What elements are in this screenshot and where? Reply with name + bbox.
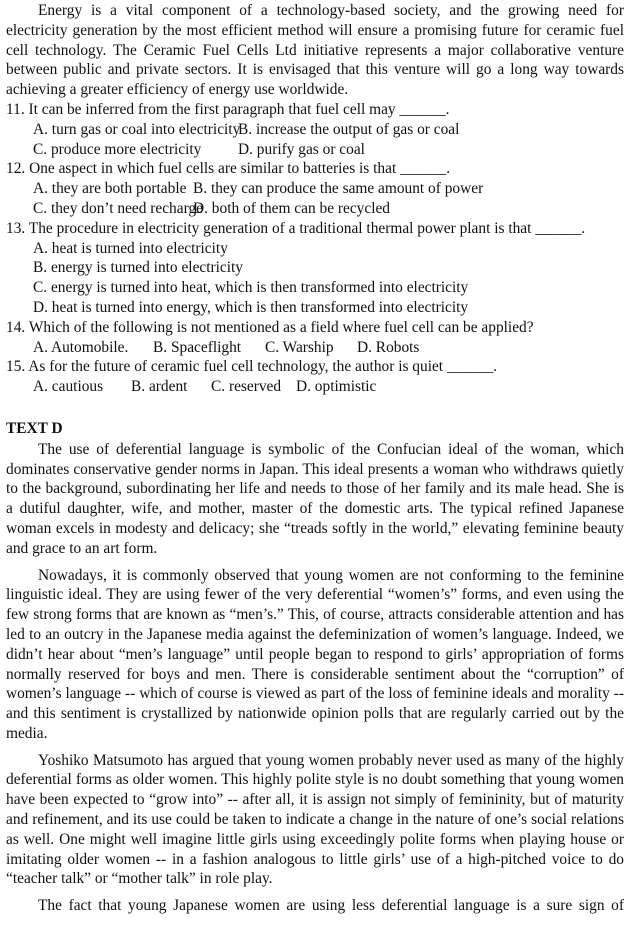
- options-row: [6, 199, 624, 219]
- question-stem: 13. The procedure in electricity generation of a traditional thermal power plant is that ______.: [6, 219, 586, 237]
- option-b[interactable]: B. increase the output of gas or coal: [238, 120, 460, 138]
- option-d[interactable]: D. heat is turned into energy, which is then transformed into electricity: [33, 298, 469, 316]
- option-c[interactable]: C. reserved: [211, 378, 282, 396]
- passage-d-paragraph-4: The fact that young Japanese women are using less deferential language is a sure sign of: [38, 897, 624, 915]
- options-row: [6, 120, 624, 140]
- question-11: [6, 100, 624, 159]
- options-row: [6, 338, 624, 358]
- option-d[interactable]: D. optimistic: [296, 378, 377, 396]
- option-c[interactable]: C. produce more electricity: [33, 140, 202, 158]
- option-a[interactable]: A. Automobile.: [33, 338, 129, 356]
- option-b[interactable]: B. energy is turned into electricity: [33, 259, 243, 277]
- question-stem: 11. It can be inferred from the first paragraph that fuel cell may ______.: [6, 100, 450, 118]
- option-b[interactable]: B. Spaceflight: [153, 338, 242, 356]
- passage-d-paragraph-1: The use of deferential language is symbolic of the Confucian ideal of the woman, which dominates conservative gender norms in Japan. This ideal presents a woman who withdraws quietly to the background, subordinating her life and needs to those of her family and its male head. She is a dutiful daughter, wife, and mother, master of the domestic arts. The typical refined Japanese woman excels in modesty and delicacy; she “treads softly in the world,” elevating feminine beauty and grace to an art form.: [6, 440, 624, 557]
- question-stem: 15. As for the future of ceramic fuel cell technology, the author is quiet ______.: [6, 358, 497, 376]
- passage-d-paragraph-2: Nowadays, it is commonly observed that young women are not conforming to the feminine linguistic ideal. They are using fewer of the very deferential “women’s” forms, and even using the few strong forms that are known as “men’s.” This, of course, attracts considerable attention and has led to an outcry in the Japanese media against the defeminization of women’s language. Indeed, we didn’t hear about “men’s language” until people began to respond to girls’ appropriation of forms normally reserved for boys and men. There is considerable sentiment about the “corruption” of women’s language -- which of course is viewed as part of the loss of feminine ideals and morality -- and this sentiment is crystallized by nationwide opinion polls that are regularly carried out by the media.: [6, 566, 624, 742]
- option-a[interactable]: A. they are both portable: [33, 180, 187, 198]
- option-a[interactable]: A. cautious: [33, 378, 104, 396]
- option-c[interactable]: C. they don’t need recharge: [33, 199, 203, 217]
- option-d[interactable]: D. Robots: [357, 338, 420, 356]
- option-a[interactable]: A. turn gas or coal into electricity: [33, 120, 241, 138]
- option-c[interactable]: C. energy is turned into heat, which is then transformed into electricity: [33, 279, 469, 297]
- option-d[interactable]: D. purify gas or coal: [238, 140, 365, 158]
- passage-d-paragraph-3: Yoshiko Matsumoto has argued that young women probably never used as many of the highly deferential forms as older women. This highly polite style is no doubt something that young women have been expected to “grow into” -- after all, it is assign not simply of femininity, but of maturity and refinement, and its use could be taken to indicate a change in the nature of one’s social relations as well. One might well imagine little girls using exceedingly polite forms when playing house or imitating older women -- in a fashion analogous to little girls’ use of a high-pitched voice to do “teacher talk” or “mother talk” in role play.: [6, 751, 624, 888]
- question-13: [6, 219, 624, 318]
- passage-c-paragraph: Energy is a vital component of a technology-based society, and the growing need for electricity generation by the most efficient method will ensure a promising future for ceramic fuel cell technology. The Ceramic Fuel Cells Ltd initiative represents a major collaborative venture between public and private sectors. It is envisaged that this venture will go a long way towards achieving a greater efficiency of energy use worldwide.: [6, 2, 624, 99]
- options-row: [6, 377, 624, 397]
- option-b[interactable]: B. ardent: [131, 378, 188, 396]
- option-a[interactable]: A. heat is turned into electricity: [33, 239, 228, 257]
- option-d[interactable]: D. both of them can be recycled: [193, 199, 391, 217]
- options-row: [6, 179, 624, 199]
- option-b[interactable]: B. they can produce the same amount of power: [193, 180, 484, 198]
- question-12: [6, 159, 624, 218]
- section-heading: TEXT D: [6, 419, 63, 437]
- options-row: [6, 140, 624, 160]
- question-stem: 14. Which of the following is not mentioned as a field where fuel cell can be applied?: [6, 318, 534, 336]
- question-15: [6, 357, 624, 397]
- option-c[interactable]: C. Warship: [265, 338, 334, 356]
- question-14: [6, 318, 624, 358]
- question-stem: 12. One aspect in which fuel cells are similar to batteries is that ______.: [6, 160, 451, 178]
